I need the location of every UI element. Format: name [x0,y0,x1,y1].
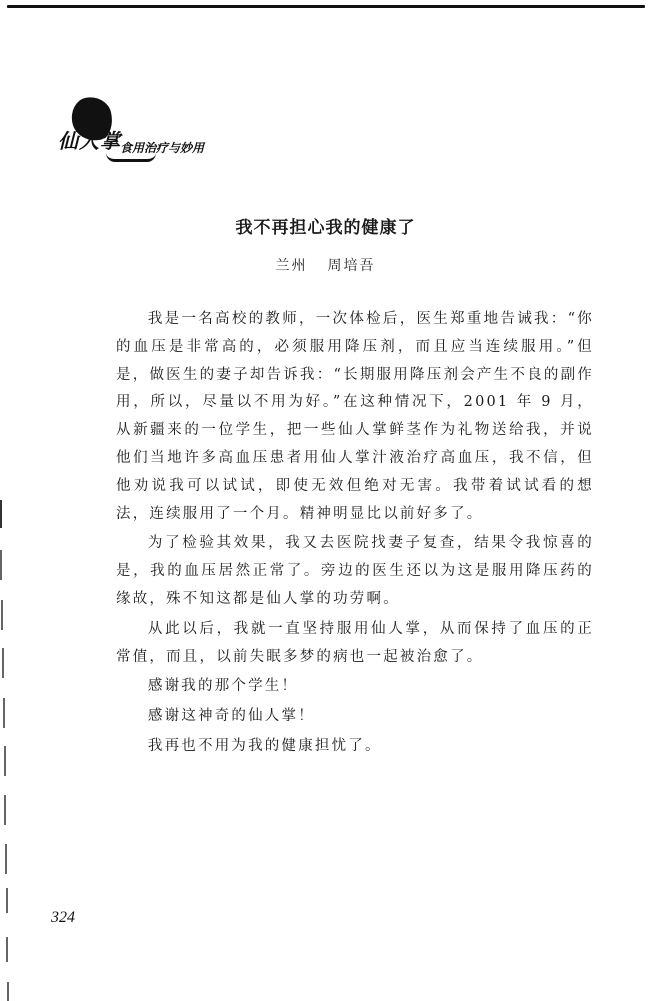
logo-subtitle: 食用治疗与妙用 [120,141,205,155]
paragraph: 为了检验其效果，我又去医院找妻子复查，结果令我惊喜的是，我的血压居然正常了。旁边的医生还以为这是服用降压药的缘故，殊不知这都是仙人掌的功劳啊。 [116,535,594,607]
scan-edge-mark [2,648,4,678]
top-rule [7,5,645,8]
scan-edge-mark [6,937,8,962]
article-title: 我不再担心我的健康了 [235,218,416,238]
scan-edge-mark [1,600,3,630]
paragraph: 从此以后，我就一直坚持服用仙人掌，从而保持了血压的正常值，而且，以前失眠多梦的病也一起被治愈了。 [116,620,594,665]
logo-title: 仙人掌 [58,129,121,153]
scan-edge-mark [4,795,6,825]
scan-edge-mark [0,550,2,580]
byline-place: 兰州 [275,258,308,274]
scan-edge-mark [4,746,6,776]
logo-swoosh [106,153,156,162]
byline-author: 周培吾 [327,258,376,274]
scan-edge-mark [3,698,5,728]
scan-edge-mark [0,500,2,528]
paragraph: 感谢这神奇的仙人掌！ [147,708,315,725]
series-logo [50,95,240,165]
byline [0,255,651,275]
scan-edge-mark [6,888,8,913]
article-body [116,306,594,761]
scan-edge-mark [5,844,7,874]
paragraph: 我是一名高校的教师，一次体检后，医生郑重地告诫我：“你的血压是非常高的，必须服用降压剂，而且应当连续服用。”但是，做医生的妻子却告诉我：“长期服用降压剂会产生不良的副作用，所以，尽量以不用为好。”在这种情况下，2001 年 9 月，从新疆来的一位学生，把一些仙人掌鲜茎作为礼物送给我，并说他们当地许多高血压患者用仙人掌汁液治疗高血压，我不信，但他劝说我可以试试，即使无效但绝对无害。我带着试试看的想法，连续服用了一个月。精神明显比以前好多了。 [116,311,594,522]
paragraph: 感谢我的那个学生！ [147,678,299,695]
scan-edge-mark [7,982,9,1001]
paragraph: 我再也不用为我的健康担忧了。 [147,737,382,754]
page-number: 324 [51,909,75,926]
